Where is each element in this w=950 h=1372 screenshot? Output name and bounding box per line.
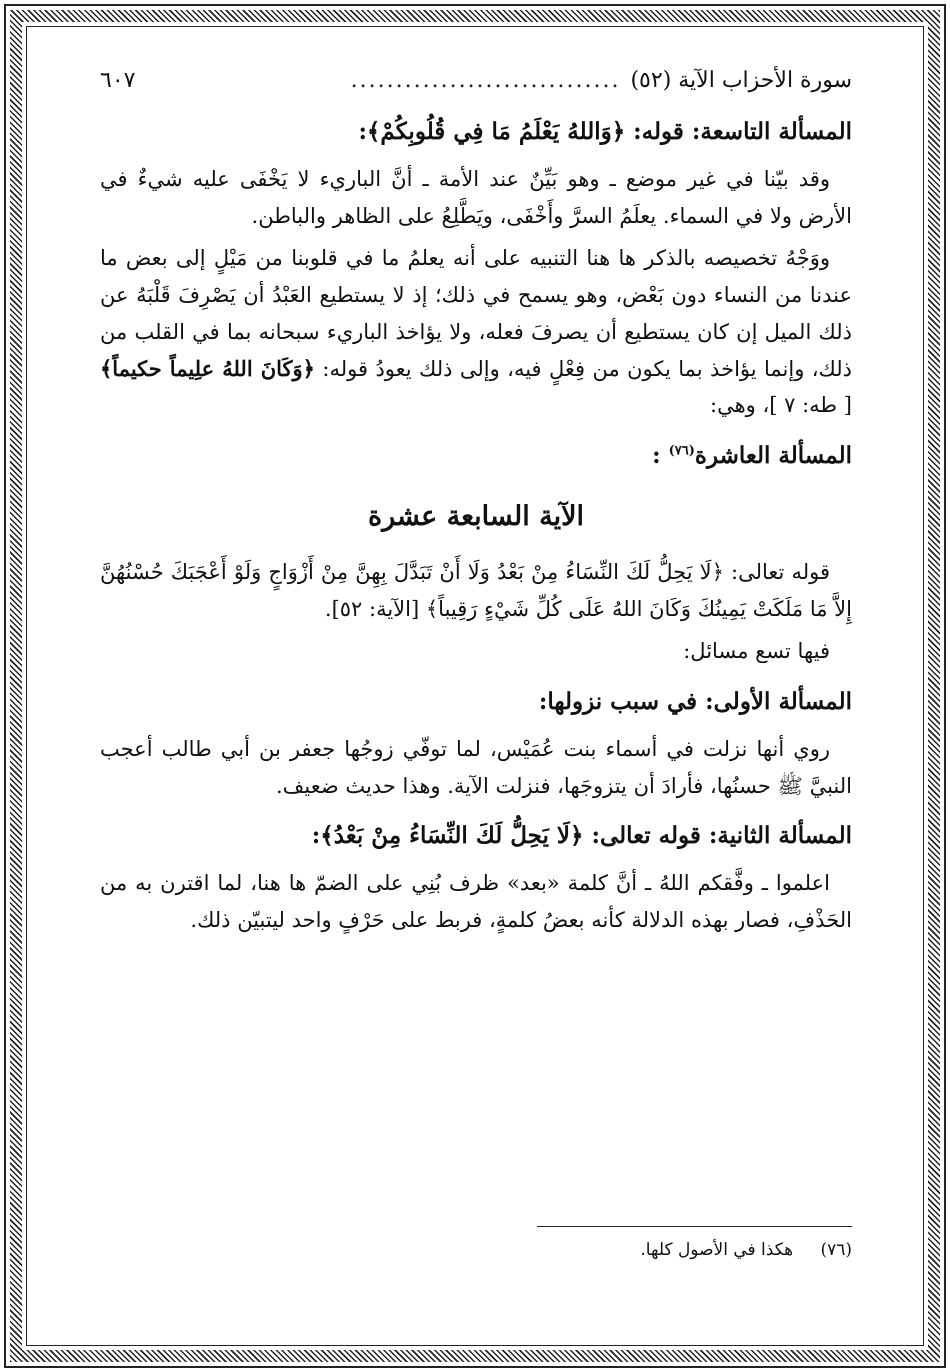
question-10-label: المسألة العاشرة xyxy=(694,442,852,470)
header-dots: .............................. xyxy=(350,67,621,93)
quran-verse: ﴿وَكَانَ اللهُ علِيماً حكيماً﴾ xyxy=(100,355,315,381)
running-title: سورة الأحزاب الآية (٥٢) xyxy=(630,67,852,93)
question-2-heading: المسألة الثانية: قوله تعالى: ﴿لَا يَحِلُّ لَكَ النِّسَاءُ مِنْ بَعْدُ﴾: xyxy=(311,822,852,850)
question-10-colon: : xyxy=(652,442,661,470)
question-1-paragraph: روي أنها نزلت في أسماء بنت عُمَيْس، لما توفّي زوجُها جعفر بن أبي طالب أعجب النبيَّ ﷺ حسنُها، فأرادَ أن يتزوجَها، فنزلت الآية. وهذا حديث ضعيف. xyxy=(100,736,852,798)
question-9-paragraph-1: وقد بيّنا في غير موضع ـ وهو بَيِّنٌ عند الأمة ـ أنَّ الباريء لا يَخْفَى عليه شيءٌ في الأرض ولا في السماء. يعلَمُ السرَّ وأَخْفَى، ويَطَّلِعُ على الظاهر والباطن. xyxy=(100,166,852,228)
footnote-marker: (٧٦) xyxy=(668,443,695,459)
question-2-paragraph: اعلموا ـ وفَّقكم اللهُ ـ أنَّ كلمة «بعد» ظرف بُنِي على الضمّ ها هنا، لما اقترن به من الحَذْفِ، فصار بهذه الدلالة كأنه بعضُ كلمةٍ، فربط على حَرْفٍ واحد ليتبيّن ذلك. xyxy=(100,871,852,932)
question-10-heading xyxy=(100,438,852,475)
ayah-paragraph-2: فيها تسع مسائل: xyxy=(683,639,830,664)
page-content xyxy=(100,60,852,1310)
page-header xyxy=(100,60,852,100)
footnote xyxy=(640,1240,852,1260)
question-9-heading: المسألة التاسعة: قوله: ﴿وَاللهُ يَعْلَمُ مَا فِي قُلُوبِكُمْ﴾: xyxy=(358,118,852,145)
page-number: ٦٠٧ xyxy=(100,67,136,93)
footnote-text: هكذا في الأصول كلها. xyxy=(640,1240,794,1260)
question-9-paragraph-2-text: ووَجْهُ تخصيصه بالذكر ها هنا التنبيه على أنه يعلمُ ما في قلوبنا من مَيْلٍ إلى بعض ما عندنا من النساء دون بَعْض، وهو يسمح في ذلك؛ إذ لا يستطيع العَبْدُ أن يَصْرِفَ قَلْبَهُ عن ذلك الميل إن كان يستطيع أن يصرفَ فعله، ولا يؤاخذ الباريء سبحانه بما في القلب من ذلك، وإنما يؤاخذ بما يكون من فِعْلٍ فيه، وإلى ذلك يعودُ قوله: xyxy=(100,246,853,381)
verse-reference: [ طه: ٧ ]، وهي: xyxy=(710,393,852,418)
footnote-divider xyxy=(537,1226,852,1227)
footnote-number: (٧٦) xyxy=(820,1240,852,1260)
question-9-paragraph-2 xyxy=(100,240,852,424)
ayah-paragraph-1: قوله تعالى: ﴿لَا يَحِلُّ لَكَ النِّسَاءُ مِنْ بَعْدُ وَلَا أَنْ تَبَدَّلَ بِهِنَّ مِنْ أَزْوَاجٍ وَلَوْ أَعْجَبَكَ حُسْنُهُنَّ إِلاَّ مَا مَلَكَتْ يَمِينُكَ وَكَانَ اللهُ عَلَى كُلِّ شَيْءٍ رَقِيباً﴾ [الآية: ٥٢]. xyxy=(100,559,852,621)
ayah-title: الآية السابعة عشرة xyxy=(368,500,584,532)
question-1-heading: المسألة الأولى: في سبب نزولها: xyxy=(538,688,852,716)
